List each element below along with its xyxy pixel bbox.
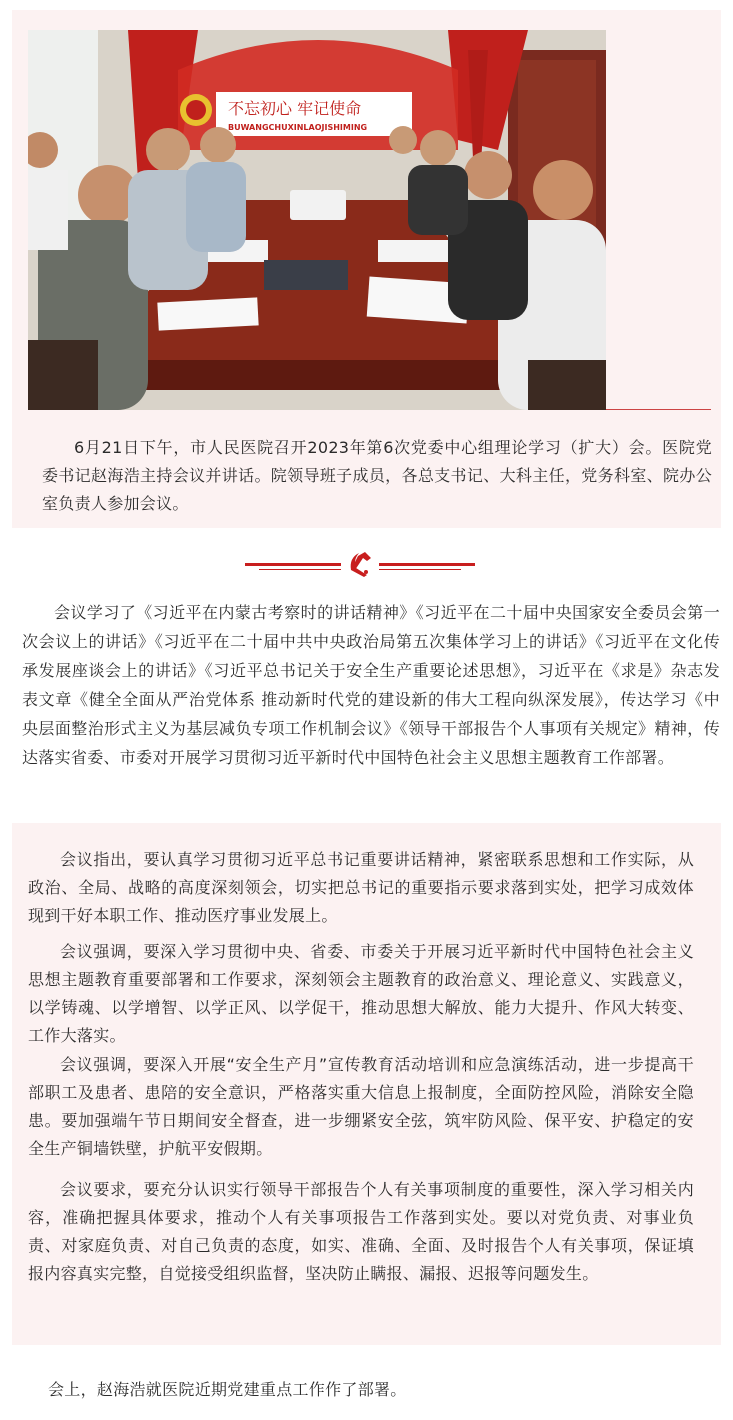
closing-paragraph: 会上，赵海浩就医院近期党建重点工作作了部署。 xyxy=(48,1380,407,1399)
meeting-point-paragraph: 会议要求，要充分认识实行领导干部报告个人有关事项制度的重要性，深入学习相关内容，准确把握具体要求，推动个人有关事项报告工作落到实处。要以对党负责、对事业负责、对家庭负责、对自己负责的态度，如实、准确、全面、及时报告个人有关事项，保证填报内容真实完整，自觉接受组织监督，坚决防止瞒报、漏报、迟报等问题发生。 xyxy=(28,1180,694,1283)
banner-pinyin: BUWANGCHUXINLAOJISHIMING xyxy=(228,123,368,132)
divider-thin-right xyxy=(379,569,461,570)
section-divider xyxy=(245,546,475,582)
divider-line-right xyxy=(379,563,475,566)
meeting-photo xyxy=(28,30,606,410)
divider-line-left xyxy=(245,563,341,566)
study-content-paragraph: 会议学习了《习近平在内蒙古考察时的讲话精神》《习近平在二十届中央国家安全委员会第一次会议上的讲话》《习近平在二十届中共中央政治局第五次集体学习上的讲话》《习近平在文化传承发展座谈会上的讲话》《习近平总书记关于安全生产重要论述思想》，习近平在《求是》杂志发表文章《健全全面从严治党体系 推动新时代党的建设新的伟大工程向纵深发展》，传达学习《中央层面整治形式主义为基层减负专项工作机制会议》《领导干部报告个人事项有关规定》精神，传达落实省委、市委对开展学习贯彻习近平新时代中国特色社会主义思想主题教育工作部署。 xyxy=(22,603,720,767)
meeting-point-paragraph: 会议强调，要深入学习贯彻中央、省委、市委关于开展习近平新时代中国特色社会主义思想主题教育重要部署和工作要求，深刻领会主题教育的政治意义、理论意义、实践意义，以学铸魂、以学增智、以学正风、以学促干，推动思想大解放、能力大提升、作风大转变、工作大落实。 xyxy=(28,942,694,1045)
meeting-point-paragraph: 会议指出，要认真学习贯彻习近平总书记重要讲话精神，紧密联系思想和工作实际，从政治、全局、战略的高度深刻领会，切实把总书记的重要指示要求落到实处，把学习成效体现到干好本职工作、推动医疗事业发展上。 xyxy=(28,850,694,925)
photo-rule xyxy=(606,409,711,410)
photo-caption: 6月21日下午，市人民医院召开2023年第6次党委中心组理论学习（扩大）会。医院党委书记赵海浩主持会议并讲话。院领导班子成员，各总支书记、大科主任，党务科室、院办公室负责人参加会议。 xyxy=(42,438,712,513)
party-emblem-icon xyxy=(345,548,375,578)
banner-text: 不忘初心 牢记使命 xyxy=(228,99,362,118)
meeting-point-paragraph: 会议强调，要深入开展“安全生产月”宣传教育活动培训和应急演练活动，进一步提高干部职工及患者、患陪的安全意识，严格落实重大信息上报制度，全面防控风险，消除安全隐患。要加强端午节日期间安全督查，进一步绷紧安全弦，筑牢防风险、保平安、护稳定的安全生产铜墙铁壁，护航平安假期。 xyxy=(28,1055,694,1158)
divider-thin-left xyxy=(259,569,341,570)
photo-caption-card xyxy=(12,10,721,528)
